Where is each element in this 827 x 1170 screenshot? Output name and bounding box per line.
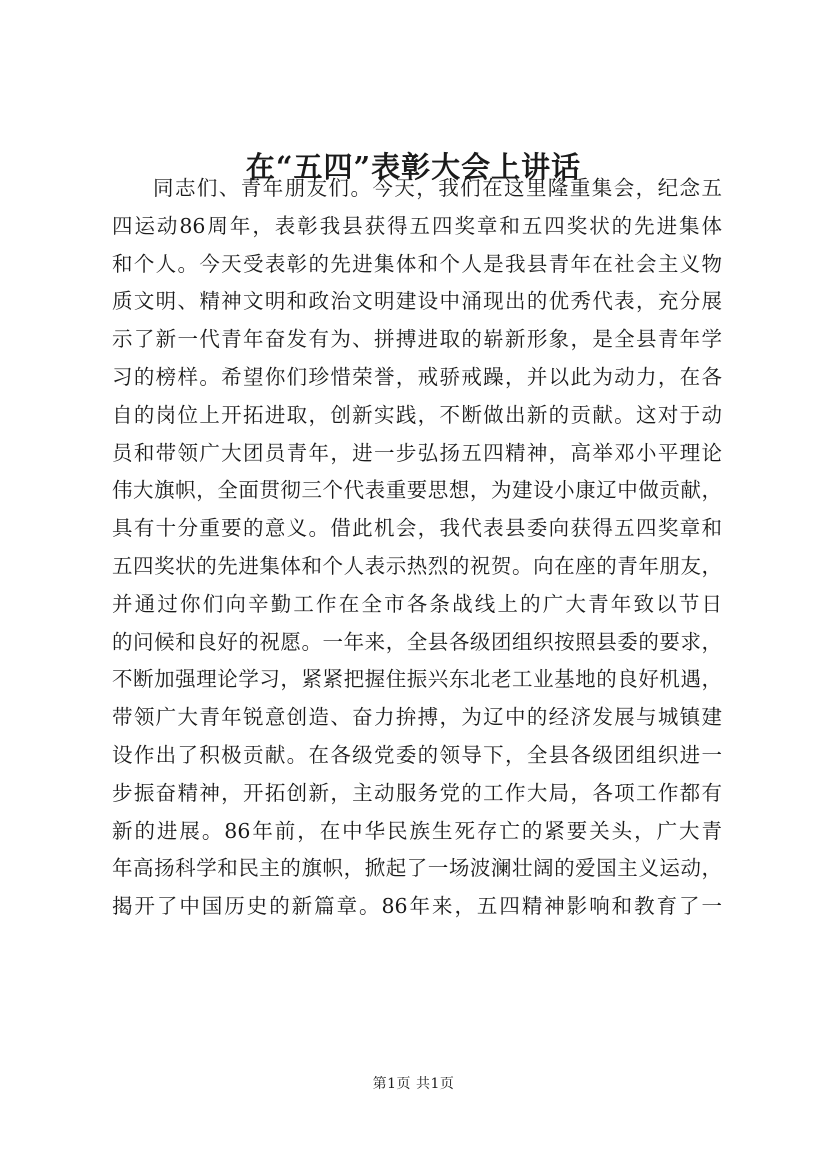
body-line: 年高扬科学和民主的旗帜，掀起了一场波澜壮阔的爱国主义运动，	[112, 856, 722, 881]
body-line: 自的岗位上开拓进取，创新实践，不断做出新的贡献。这对于动	[112, 402, 722, 427]
document-body	[112, 170, 722, 926]
body-line: 不断加强理论学习，紧紧把握住振兴东北老工业基地的良好机遇，	[112, 667, 722, 692]
body-line: 同志们、青年朋友们。今天，我们在这里隆重集会，纪念五	[153, 176, 722, 200]
body-line: 设作出了积极贡献。在各级党委的领导下，全县各级团组织进一	[112, 742, 722, 767]
document-title: 在“五四”表彰大会上讲话	[245, 150, 582, 184]
body-line: 新的进展。86年前，在中华民族生死存亡的紧要关头，广大青	[112, 818, 722, 843]
body-line: 带领广大青年锐意创造、奋力拚搏，为辽中的经济发展与城镇建	[112, 705, 722, 730]
body-line: 示了新一代青年奋发有为、拼搏进取的崭新形象，是全县青年学	[112, 327, 722, 352]
body-line: 并通过你们向辛勤工作在全市各条战线上的广大青年致以节日	[112, 591, 722, 616]
body-line: 和个人。今天受表彰的先进集体和个人是我县青年在社会主义物	[112, 251, 722, 276]
body-line: 四运动86周年，表彰我县获得五四奖章和五四奖状的先进集体	[112, 213, 722, 238]
body-line: 揭开了中国历史的新篇章。86年来，五四精神影响和教育了一	[112, 894, 722, 919]
body-line: 的问候和良好的祝愿。一年来，全县各级团组织按照县委的要求，	[112, 629, 722, 654]
body-line: 质文明、精神文明和政治文明建设中涌现出的优秀代表，充分展	[112, 289, 722, 314]
body-line: 习的榜样。希望你们珍惜荣誉，戒骄戒躁，并以此为动力，在各	[112, 364, 722, 389]
body-line: 五四奖状的先进集体和个人表示热烈的祝贺。向在座的青年朋友，	[112, 553, 722, 578]
body-line: 伟大旗帜，全面贯彻三个代表重要思想，为建设小康辽中做贡献，	[112, 478, 722, 503]
body-line: 具有十分重要的意义。借此机会，我代表县委向获得五四奖章和	[112, 516, 722, 541]
page-footer: 第1页 共1页	[372, 1076, 455, 1092]
body-line: 步振奋精神，开拓创新，主动服务党的工作大局，各项工作都有	[112, 780, 722, 805]
body-line: 员和带领广大团员青年，进一步弘扬五四精神，高举邓小平理论	[112, 440, 722, 465]
